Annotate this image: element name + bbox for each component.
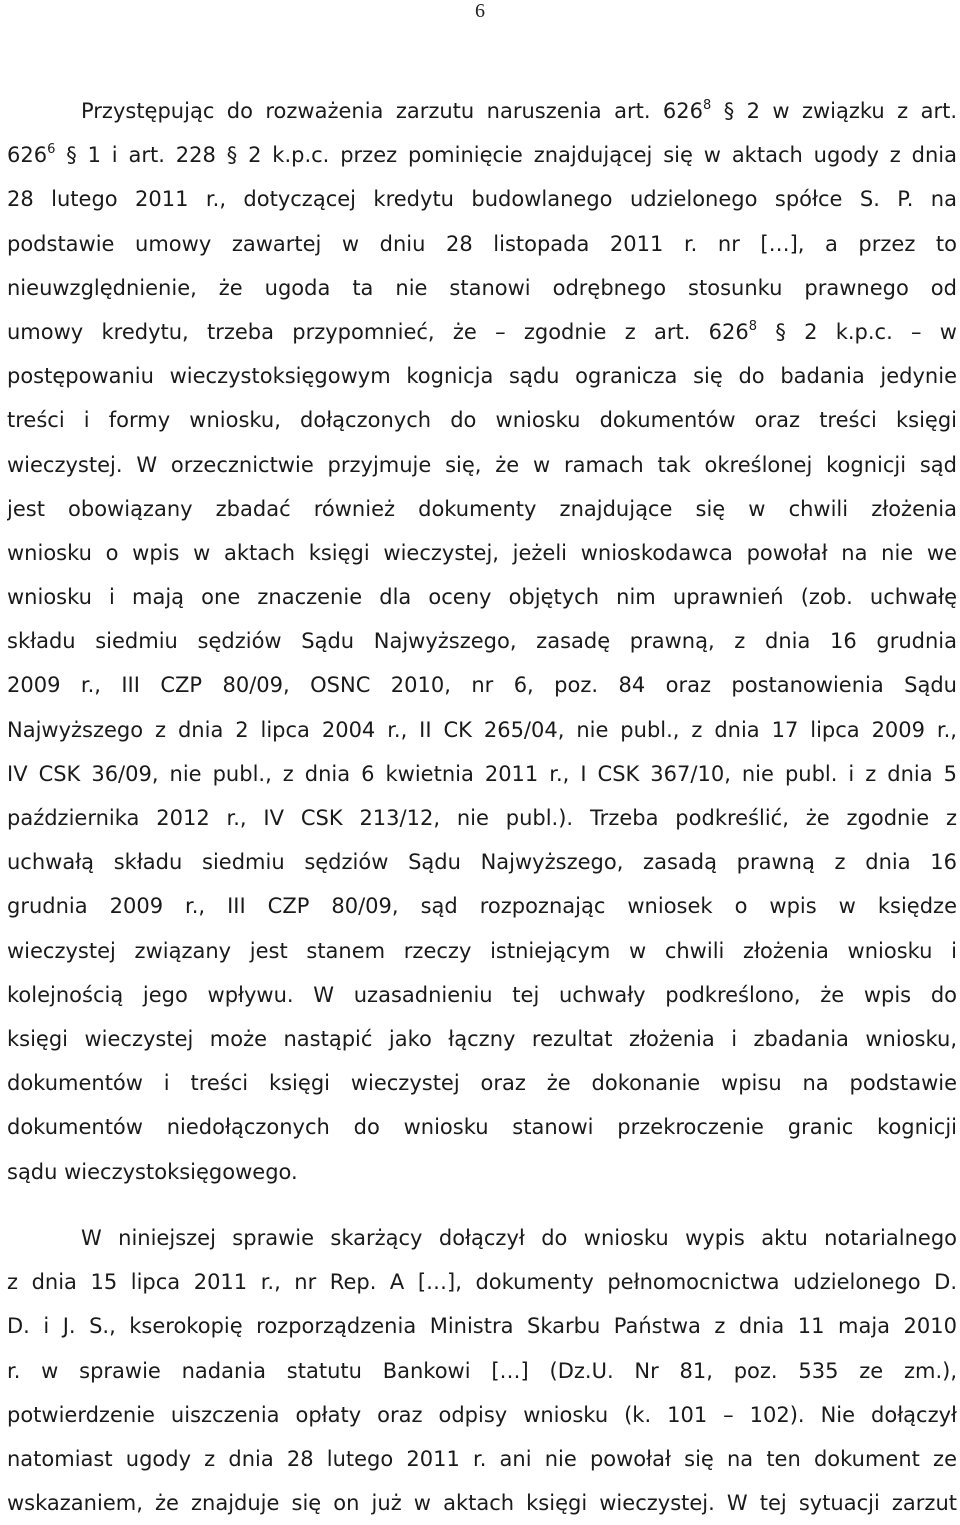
page-number: 6 bbox=[475, 0, 485, 22]
text-line: grudnia 2009 r., III CZP 80/09, sąd rozpoznając wniosek o wpis w księdze bbox=[7, 894, 957, 919]
text-line: 28 lutego 2011 r., dotyczącej kredytu budowlanego udzielonego spółce S. P. na bbox=[7, 187, 957, 212]
text-line: W niniejszej sprawie skarżący dołączył do wniosku wypis aktu notarialnego bbox=[81, 1226, 957, 1250]
text-line: podstawie umowy zawartej w dniu 28 listopada 2011 r. nr […], a przez to bbox=[7, 231, 957, 256]
text-line: Najwyższego z dnia 2 lipca 2004 r., II CK 265/04, nie publ., z dnia 17 lipca 2009 r., bbox=[7, 717, 957, 742]
text-line: księgi wieczystej może nastąpić jako łączny rezultat złożenia i zbadania wniosku, bbox=[7, 1026, 957, 1051]
text-line: kolejnością jego wpływu. W uzasadnieniu tej uchwały podkreślono, że wpis do bbox=[7, 982, 957, 1007]
text-line: r. w sprawie nadania statutu Bankowi […] (Dz.U. Nr 81, poz. 535 ze zm.), bbox=[7, 1358, 957, 1383]
text-line: z dnia 15 lipca 2011 r., nr Rep. A […], dokumenty pełnomocnictwa udzielonego D. bbox=[7, 1270, 957, 1295]
text-line: wieczystej związany jest stanem rzeczy istniejącym w chwili złożenia wniosku i bbox=[7, 938, 957, 963]
text-line: uchwałą składu siedmiu sędziów Sądu Najwyższego, zasadą prawną z dnia 16 bbox=[7, 850, 957, 875]
text-line: IV CSK 36/09, nie publ., z dnia 6 kwietnia 2011 r., I CSK 367/10, nie publ. i z dnia 5 bbox=[7, 761, 957, 786]
text-line: 2009 r., III CZP 80/09, OSNC 2010, nr 6, poz. 84 oraz postanowienia Sądu bbox=[7, 673, 957, 698]
text-line: Przystępując do rozważenia zarzutu naruszenia art. $626^8$ § 2 w związku z art. bbox=[81, 98, 957, 123]
superscript: 6 bbox=[47, 142, 56, 158]
text-line: potwierdzenie uiszczenia opłaty oraz odpisy wniosku (k. 101 – 102). Nie dołączył bbox=[7, 1402, 957, 1427]
paragraph-1 bbox=[7, 89, 957, 1194]
text-line: października 2012 r., IV CSK 213/12, nie publ.). Trzeba podkreślić, że zgodnie z bbox=[7, 806, 957, 830]
text-line: nieuwzględnienie, że ugoda ta nie stanowi odrębnego stosunku prawnego od bbox=[7, 275, 957, 300]
text-line: wniosku o wpis w aktach księgi wieczystej, jeżeli wnioskodawca powołał na nie we bbox=[7, 540, 957, 565]
paragraph-2 bbox=[7, 1216, 957, 1525]
text-line: dokumentów niedołączonych do wniosku stanowi przekroczenie granic kognicji bbox=[7, 1115, 957, 1140]
text-line: sądu wieczystoksięgowego. bbox=[7, 1159, 298, 1184]
text-line: wskazaniem, że znajduje się on już w aktach księgi wieczystej. W tej sytuacji zarzut bbox=[7, 1491, 957, 1516]
text-line: wieczystej. W orzecznictwie przyjmuje się, że w ramach tak określonej kognicji sąd bbox=[7, 452, 957, 477]
text-line: D. i J. S., kserokopię rozporządzenia Ministra Skarbu Państwa z dnia 11 maja 2010 bbox=[7, 1314, 957, 1339]
text-line: jest obowiązany zbadać również dokumenty znajdujące się w chwili złożenia bbox=[7, 496, 957, 521]
text-line: umowy kredytu, trzeba przypomnieć, że – zgodnie z art. $626^8$ § 2 k.p.c. – w bbox=[7, 318, 957, 344]
text-line: treści i formy wniosku, dołączonych do wniosku dokumentów oraz treści księgi bbox=[7, 408, 957, 433]
text-line: dokumentów i treści księgi wieczystej oraz że dokonanie wpisu na podstawie bbox=[7, 1071, 957, 1096]
text-line: $626^6$ § 1 i art. 228 § 2 k.p.c. przez pominięcie znajdującej się w aktach ugody z dnia bbox=[7, 142, 957, 168]
text-line: postępowaniu wieczystoksięgowym kognicja sądu ogranicza się do badania jedynie bbox=[7, 364, 957, 389]
superscript: 8 bbox=[748, 318, 758, 334]
text-line: natomiast ugody z dnia 28 lutego 2011 r. ani nie powołał się na ten dokument ze bbox=[7, 1446, 957, 1471]
superscript: 8 bbox=[703, 98, 712, 113]
text-line: wniosku i mają one znaczenie dla oceny objętych nim uprawnień (zob. uchwałę bbox=[7, 585, 957, 610]
text-line: składu siedmiu sędziów Sądu Najwyższego, zasadę prawną, z dnia 16 grudnia bbox=[7, 629, 957, 654]
